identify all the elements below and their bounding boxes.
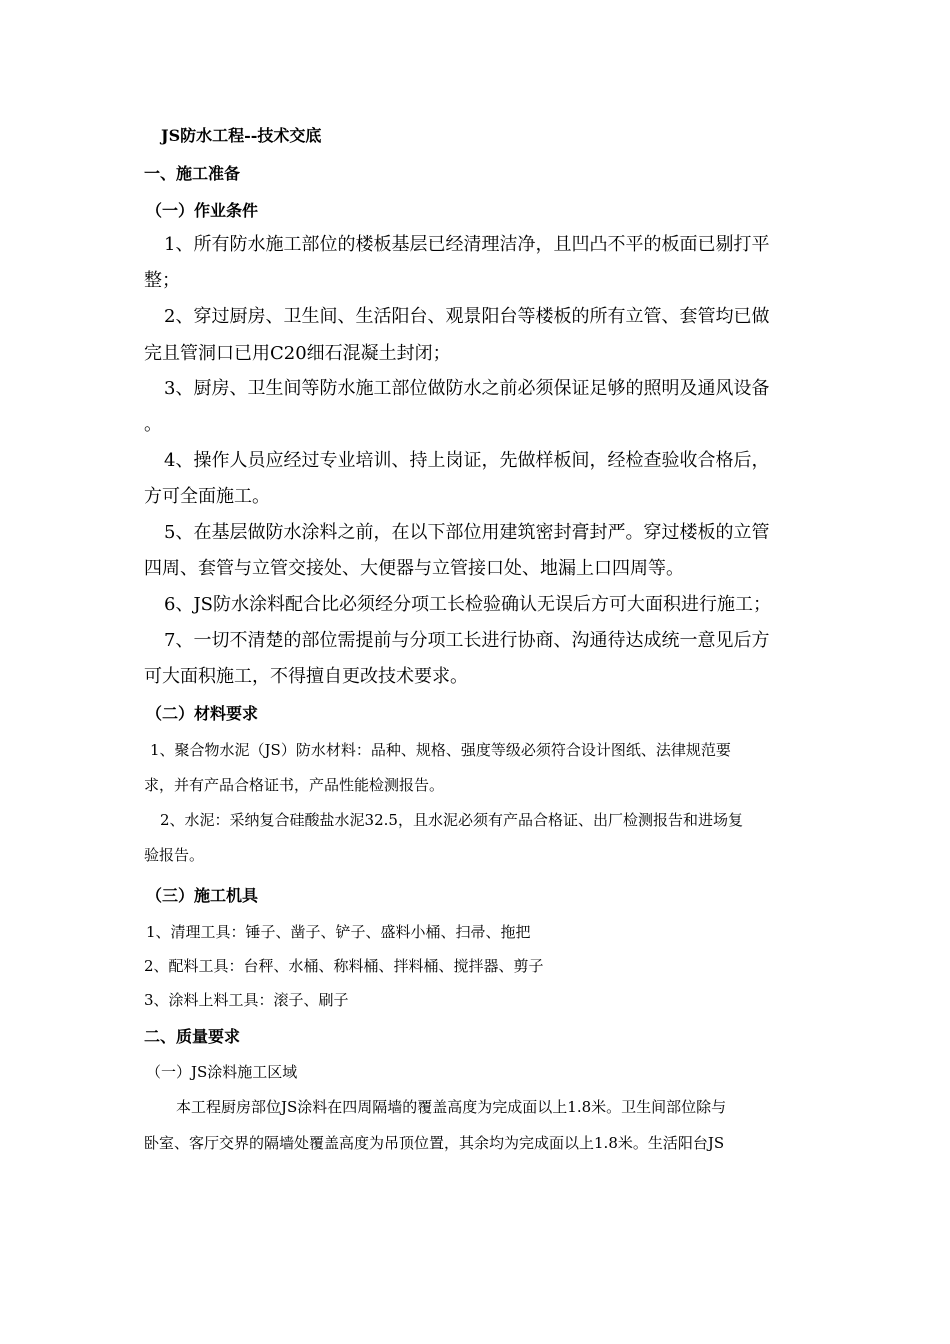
paragraph-line: 四周、套管与立管交接处、大便器与立管接口处、地漏上口四周等。	[144, 558, 684, 579]
paragraph-line: 本工程厨房部位JS涂料在四周隔墙的覆盖高度为完成面以上1.8米。卫生间部位除与	[176, 1098, 727, 1116]
list-item: 1、清理工具：锤子、凿子、铲子、盛料小桶、扫帚、拖把	[146, 923, 531, 941]
paragraph-line: 2、穿过厨房、卫生间、生活阳台、观景阳台等楼板的所有立管、套管均已做	[164, 306, 770, 327]
section-heading: 二、质量要求	[144, 1027, 241, 1046]
paragraph-line: 4、操作人员应经过专业培训、持上岗证，先做样板间，经检查验收合格后，	[164, 450, 770, 471]
paragraph-line: 2、水泥：采纳复合硅酸盐水泥32.5，且水泥必须有产品合格证、出厂检测报告和进场复	[160, 811, 743, 829]
paragraph-line: 7、一切不清楚的部位需提前与分项工长进行协商、沟通待达成统一意见后方	[164, 630, 770, 651]
paragraph-line: 6、JS防水涂料配合比必须经分项工长检验确认无误后方可大面积进行施工；	[164, 594, 771, 615]
paragraph-line: 验报告。	[144, 846, 205, 864]
list-item: 3、涂料上料工具：滚子、刷子	[144, 991, 349, 1009]
paragraph-line: 可大面积施工，不得擅自更改技术要求。	[144, 666, 468, 687]
paragraph-line: 整；	[144, 270, 180, 291]
paragraph-line: 求，并有产品合格证书，产品性能检测报告。	[144, 776, 445, 794]
paragraph-line: 3、厨房、卫生间等防水施工部位做防水之前必须保证足够的照明及通风设备	[164, 378, 770, 399]
paragraph-line: 1、聚合物水泥（JS）防水材料：品种、规格、强度等级必须符合设计图纸、法律规范要	[150, 741, 731, 759]
paragraph-line: 方可全面施工。	[144, 486, 270, 507]
paragraph-line: 完且管洞口已用C20细石混凝土封闭；	[144, 343, 451, 364]
paragraph-line: 。	[144, 414, 162, 435]
subsection-heading: （一）作业条件	[146, 201, 259, 220]
paragraph-line: 1、所有防水施工部位的楼板基层已经清理洁净，且凹凸不平的板面已剔打平	[164, 234, 770, 255]
section-heading: 一、施工准备	[144, 164, 241, 183]
subsection-heading: （三）施工机具	[146, 886, 259, 905]
subsection-heading: （二）材料要求	[146, 704, 259, 723]
subsection-heading: （一）JS涂料施工区域	[146, 1063, 298, 1081]
paragraph-line: 5、在基层做防水涂料之前，在以下部位用建筑密封膏封严。穿过楼板的立管	[164, 522, 770, 543]
paragraph-line: 卧室、客厅交界的隔墙处覆盖高度为吊顶位置，其余均为完成面以上1.8米。生活阳台JS	[144, 1134, 725, 1152]
list-item: 2、配料工具：台秤、水桶、称料桶、拌料桶、搅拌器、剪子	[144, 957, 544, 975]
doc-title: JS防水工程--技术交底	[161, 126, 322, 145]
